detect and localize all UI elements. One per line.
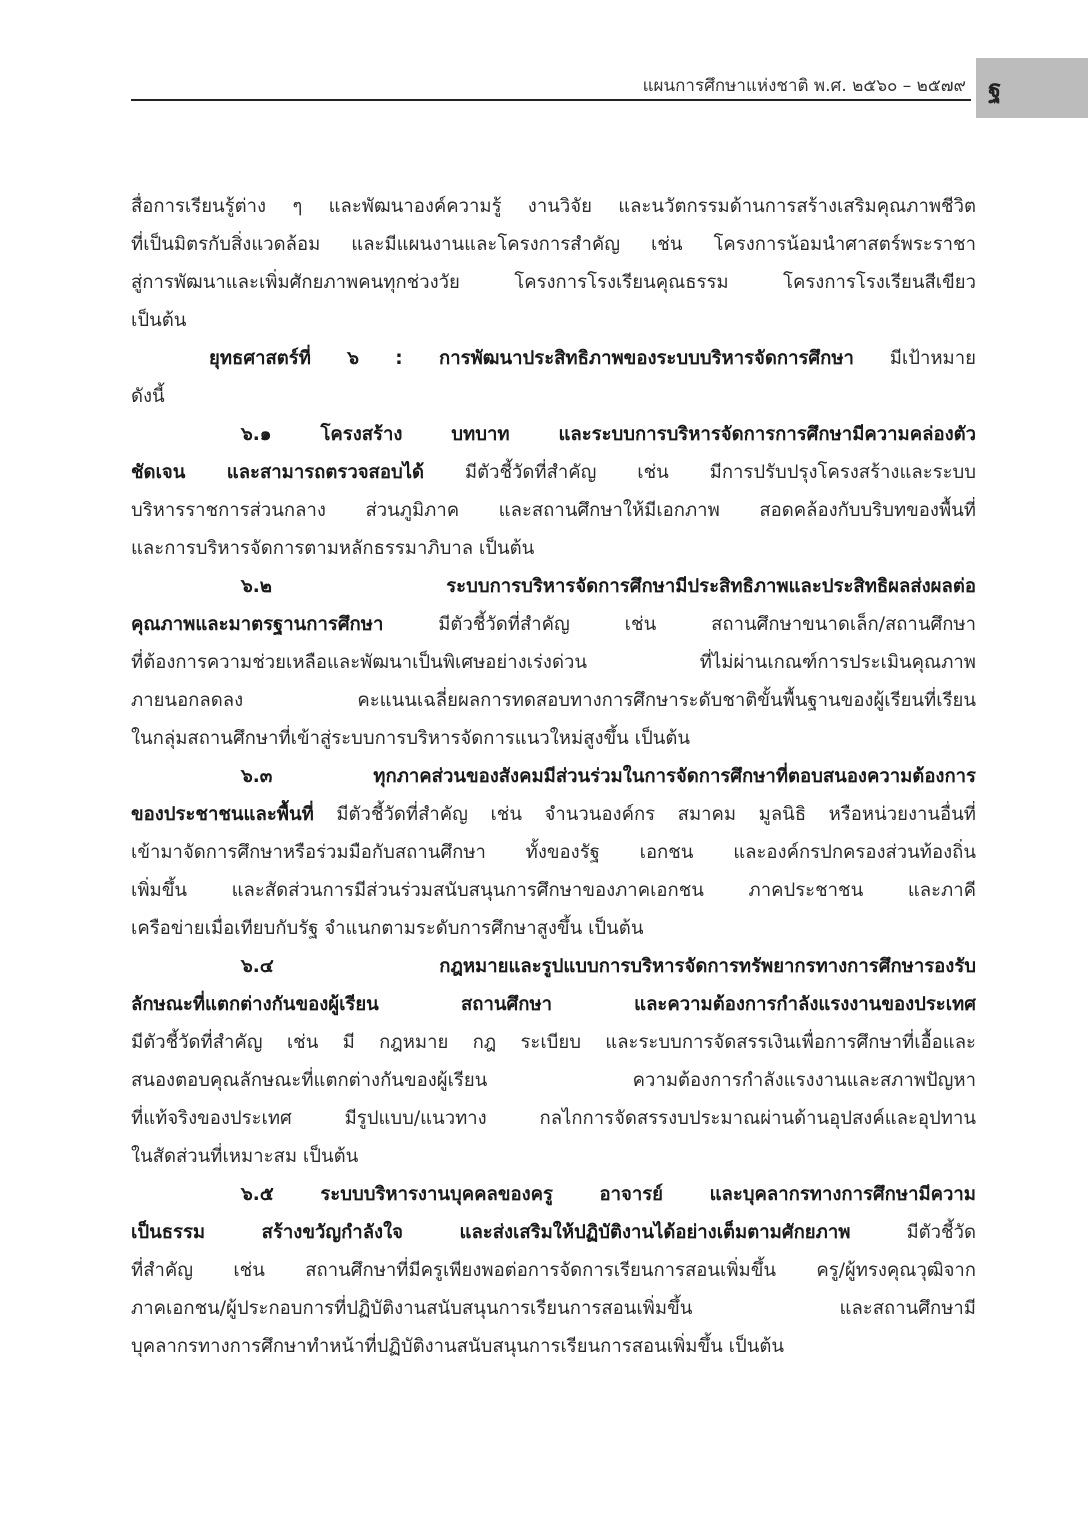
text-line xyxy=(131,796,976,834)
text-line: ในกลุ่มสถานศึกษาที่เข้าสู่ระบบการบริหารจัดการแนวใหม่สูงขึ้น เป็นต้น xyxy=(131,728,691,749)
header-divider xyxy=(131,99,971,101)
goal-text: มีตัวชี้วัดที่สำคัญ เช่น จำนวนองค์กร สมาคม มูลนิธิ หรือหน่วยงานอื่นที่ xyxy=(313,804,976,825)
goal-title: ๖.๒ ระบบการบริหารจัดการศึกษามีประสิทธิภาพและประสิทธิผลส่งผลต่อ xyxy=(241,576,976,597)
goal-heading xyxy=(131,416,976,454)
goal-heading xyxy=(131,1176,976,1214)
goal-6-3 xyxy=(131,758,976,948)
goal-6-1 xyxy=(131,416,976,568)
goal-title-cont: ชัดเจน และสามารถตรวจสอบได้ xyxy=(131,462,425,483)
goal-6-2 xyxy=(131,568,976,758)
strategy-title-rest: มีเป้าหมาย xyxy=(853,348,976,369)
text-line: และการบริหารจัดการตามหลักธรรมาภิบาล เป็นต้น xyxy=(131,538,535,559)
goal-title: ๖.๓ ทุกภาคส่วนของสังคมมีส่วนร่วมในการจัดการศึกษาที่ตอบสนองความต้องการ xyxy=(241,766,976,787)
page-number: ฐ xyxy=(988,74,1002,103)
text-line: ในสัดส่วนที่เหมาะสม เป็นต้น xyxy=(131,1146,359,1167)
strategy-heading xyxy=(131,340,976,378)
goal-title: ๖.๕ ระบบบริหารงานบุคคลของครู อาจารย์ และบุคลากรทางการศึกษามีความ xyxy=(241,1184,976,1205)
goal-heading xyxy=(131,568,976,606)
goal-text: มีตัวชี้วัดที่สำคัญ เช่น สถานศึกษาขนาดเล็ก/สถานศึกษา xyxy=(383,614,976,635)
text-line: เครือข่ายเมื่อเทียบกับรัฐ จำแนกตามระดับการศึกษาสูงขึ้น เป็นต้น xyxy=(131,918,644,939)
goal-heading xyxy=(131,948,976,986)
goal-title-cont: ลักษณะที่แตกต่างกันของผู้เรียน สถานศึกษา และความต้องการกำลังแรงงานของประเทศ xyxy=(131,994,976,1015)
text-line: สนองตอบคุณลักษณะที่แตกต่างกันของผู้เรียน ความต้องการกำลังแรงงานและสภาพปัญหา xyxy=(131,1070,976,1091)
goal-title-cont: ของประชาชนและพื้นที่ xyxy=(131,804,314,825)
text-line: บุคลากรทางการศึกษาทำหน้าที่ปฏิบัติงานสนับสนุนการเรียนการสอนเพิ่มขึ้น เป็นต้น xyxy=(131,1336,785,1357)
page-number-tab xyxy=(976,58,1088,118)
goal-title-cont: เป็นธรรม สร้างขวัญกำลังใจ และส่งเสริมให้ปฏิบัติงานได้อย่างเต็มตามศักยภาพ xyxy=(131,1222,851,1243)
text-line: เป็นต้น xyxy=(131,310,187,331)
text-line xyxy=(131,1214,976,1252)
intro-paragraph xyxy=(131,188,976,340)
text-line: ที่แท้จริงของประเทศ มีรูปแบบ/แนวทาง กลไกการจัดสรรงบประมาณผ่านด้านอุปสงค์และอุปทาน xyxy=(131,1108,976,1129)
text-line: ดังนี้ xyxy=(131,386,165,407)
goal-title: ๖.๑ โครงสร้าง บทบาท และระบบการบริหารจัดการการศึกษามีความคล่องตัว xyxy=(241,424,976,445)
goal-text: มีตัวชี้วัดที่สำคัญ เช่น มีการปรับปรุงโครงสร้างและระบบ xyxy=(424,462,976,483)
text-line: ที่ต้องการความช่วยเหลือและพัฒนาเป็นพิเศษอย่างเร่งด่วน ที่ไม่ผ่านเกณฑ์การประเมินคุณภาพ xyxy=(131,652,976,673)
text-line: ภาคเอกชน/ผู้ประกอบการที่ปฏิบัติงานสนับสนุนการเรียนการสอนเพิ่มขึ้น และสถานศึกษามี xyxy=(131,1298,976,1319)
document-body xyxy=(131,188,976,1366)
goal-title-cont: คุณภาพและมาตรฐานการศึกษา xyxy=(131,614,384,635)
goal-6-4 xyxy=(131,948,976,1176)
goal-title: ๖.๔ กฎหมายและรูปแบบการบริหารจัดการทรัพยากรทางการศึกษารองรับ xyxy=(241,956,976,977)
text-line: สื่อการเรียนรู้ต่าง ๆ และพัฒนาองค์ความรู้ งานวิจัย และนวัตกรรมด้านการสร้างเสริมคุณภาพชีวิต xyxy=(131,196,976,217)
strategy-title: ยุทธศาสตร์ที่ ๖ : การพัฒนาประสิทธิภาพของระบบบริหารจัดการศึกษา xyxy=(209,348,854,369)
goal-heading xyxy=(131,758,976,796)
text-line: สู่การพัฒนาและเพิ่มศักยภาพคนทุกช่วงวัย โครงการโรงเรียนคุณธรรม โครงการโรงเรียนสีเขียว xyxy=(131,272,976,293)
goal-6-5 xyxy=(131,1176,976,1366)
text-line: เข้ามาจัดการศึกษาหรือร่วมมือกับสถานศึกษา ทั้งของรัฐ เอกชน และองค์กรปกครองส่วนท้องถิ่น xyxy=(131,842,976,863)
text-line: ภายนอกลดลง คะแนนเฉลี่ยผลการทดสอบทางการศึกษาระดับชาติขั้นพื้นฐานของผู้เรียนที่เรียน xyxy=(131,690,976,711)
text-line xyxy=(131,986,976,1024)
strategy-paragraph xyxy=(131,340,976,416)
goal-text: มีตัวชี้วัด xyxy=(850,1222,976,1243)
running-header-title: แผนการศึกษาแห่งชาติ พ.ศ. ๒๕๖๐ – ๒๕๗๙ xyxy=(642,76,966,96)
text-line: ที่สำคัญ เช่น สถานศึกษาที่มีครูเพียงพอต่อการจัดการเรียนการสอนเพิ่มขึ้น ครู/ผู้ทรงคุณวุฒิจาก xyxy=(131,1260,976,1281)
text-line: มีตัวชี้วัดที่สำคัญ เช่น มี กฎหมาย กฎ ระเบียบ และระบบการจัดสรรเงินเพื่อการศึกษาที่เอื้อและ xyxy=(131,1032,976,1053)
text-line: เพิ่มขึ้น และสัดส่วนการมีส่วนร่วมสนับสนุนการศึกษาของภาคเอกชน ภาคประชาชน และภาคี xyxy=(131,880,976,901)
text-line: ที่เป็นมิตรกับสิ่งแวดล้อม และมีแผนงานและโครงการสำคัญ เช่น โครงการน้อมนำศาสตร์พระราชา xyxy=(131,234,976,255)
text-line: บริหารราชการส่วนกลาง ส่วนภูมิภาค และสถานศึกษาให้มีเอกภาพ สอดคล้องกับบริบทของพื้นที่ xyxy=(131,500,976,521)
text-line xyxy=(131,606,976,644)
text-line xyxy=(131,454,976,492)
